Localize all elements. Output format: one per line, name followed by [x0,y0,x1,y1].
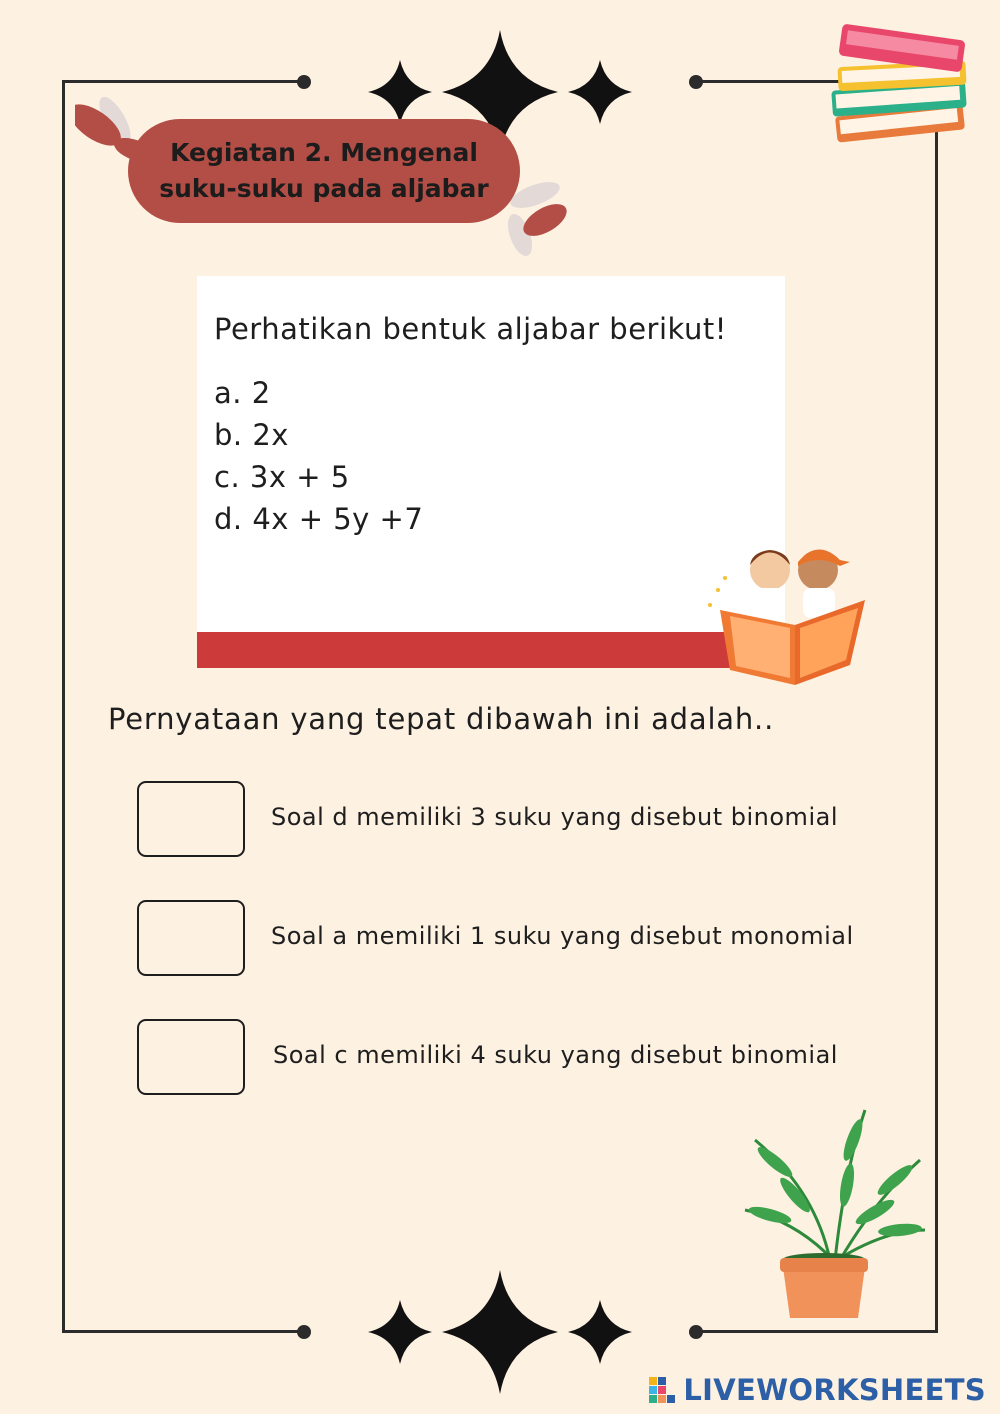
option-row [137,1019,857,1099]
expression-list [214,372,423,540]
item-expression: 2 [251,376,271,410]
answer-checkbox[interactable] [137,900,245,976]
book-stack-icon [826,20,976,155]
answer-checkbox[interactable] [137,1019,245,1095]
frame-bottom-left [62,1330,304,1333]
frame-right [935,80,938,1333]
activity-title-line2: suku-suku pada aljabar [159,174,489,203]
list-item [214,456,423,498]
item-expression: 3x + 5 [249,460,350,494]
item-label: b. [214,418,243,452]
liveworksheets-logo-icon [649,1377,675,1405]
item-expression: 4x + 5y +7 [252,502,424,536]
frame-bottom-right [696,1330,938,1333]
liveworksheets-brand [683,1373,986,1407]
item-label: a. [214,376,242,410]
item-expression: 2x [252,418,289,452]
question-prompt: Pernyataan yang tepat dibawah ini adalah.. [108,702,775,736]
option-text: Soal a memiliki 1 suku yang disebut monomial [271,922,854,950]
option-text: Soal c memiliki 4 suku yang disebut binomial [273,1041,838,1069]
brand-text: LIVEWORKSHEETS [683,1373,986,1407]
list-item [214,498,423,540]
item-label: c. [214,460,241,494]
option-row [137,900,857,980]
card-heading: Perhatikan bentuk aljabar berikut! [214,312,727,346]
card-accent-bar [197,632,785,668]
item-label: d. [214,502,243,536]
potted-plant-icon [735,1100,930,1325]
activity-title-badge [128,119,520,223]
frame-dot [689,75,703,89]
kids-reading-book-icon [700,530,880,690]
list-item [214,372,423,414]
frame-dot [689,1325,703,1339]
frame-left [62,80,65,1333]
option-text: Soal d memiliki 3 suku yang disebut binomial [271,803,838,831]
option-row [137,781,857,861]
frame-dot [297,1325,311,1339]
activity-title-line1: Kegiatan 2. Mengenal [170,138,478,167]
list-item [214,414,423,456]
sparkle-star-icon [340,1258,660,1408]
answer-checkbox[interactable] [137,781,245,857]
